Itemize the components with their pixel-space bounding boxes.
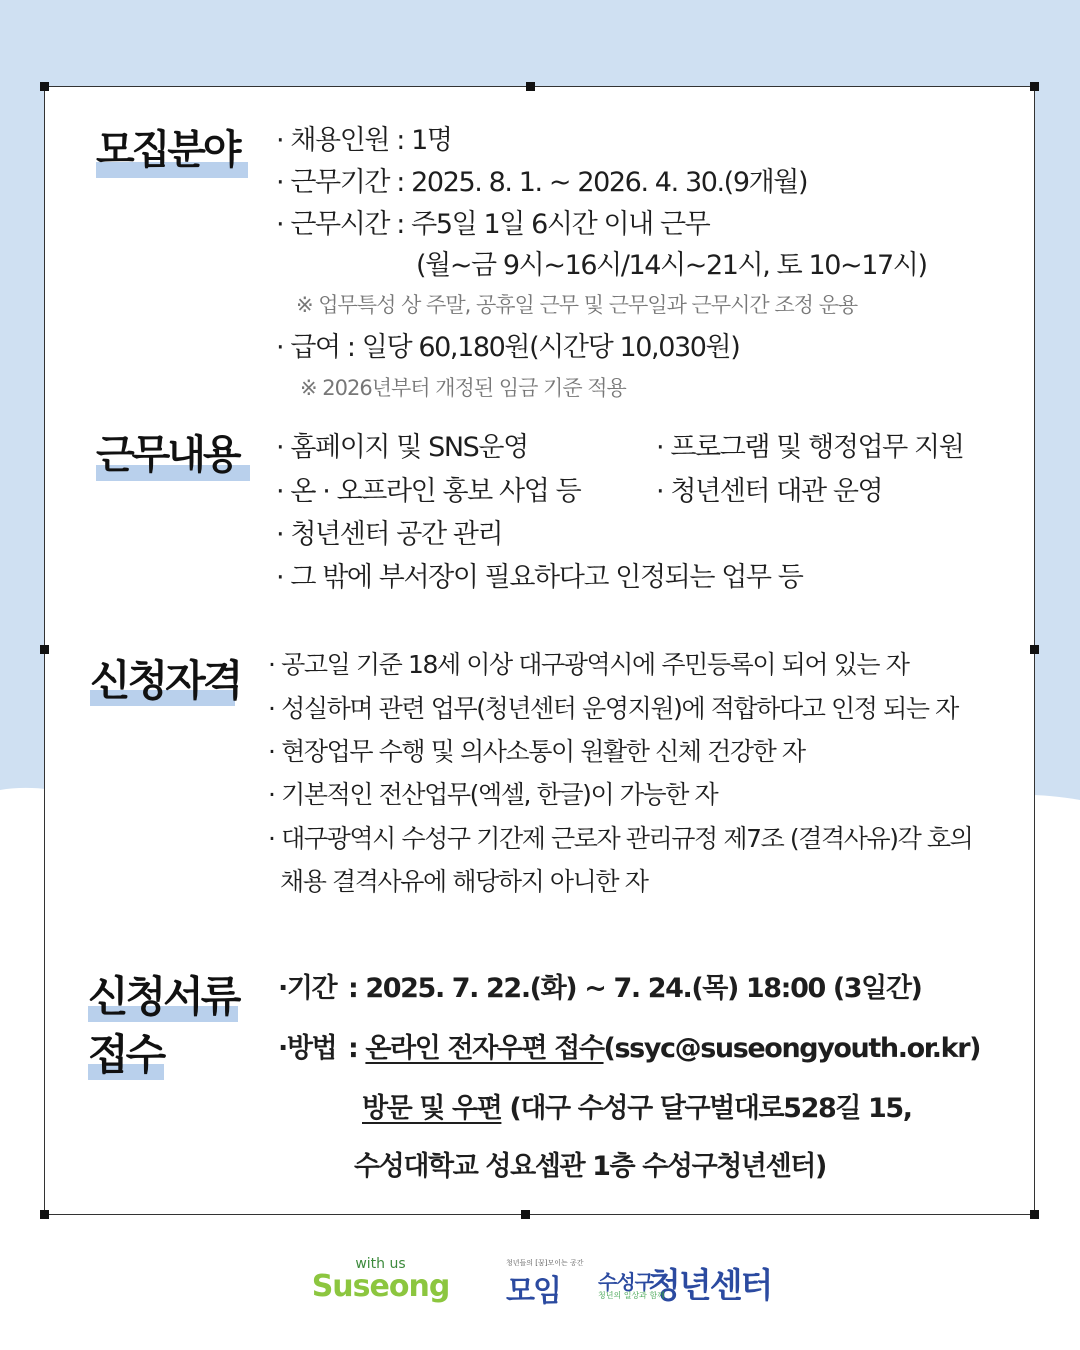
- application-method-visit-row: [362, 1086, 912, 1125]
- duty-item: · 홈페이지 및 SNS운영: [276, 432, 528, 463]
- email-address[interactable]: (ssyc@suseongyouth.or.kr): [603, 1033, 981, 1064]
- frame-handle-mr[interactable]: [1030, 645, 1039, 654]
- qualification-item: · 대구광역시 수성구 기간제 근로자 관리규정 제7조 (결격사유)각 호의: [268, 824, 973, 853]
- application-method-colon: :: [348, 1033, 366, 1064]
- frame-handle-ml[interactable]: [40, 645, 49, 654]
- frame-handle-bm[interactable]: [521, 1210, 530, 1219]
- application-method-online-row: [348, 1026, 980, 1065]
- frame-handle-br[interactable]: [1030, 1210, 1039, 1219]
- frame-handle-bl[interactable]: [40, 1210, 49, 1219]
- online-email-link[interactable]: 온라인 전자우편 접수: [365, 1033, 604, 1064]
- duty-item: · 청년센터 대관 운영: [656, 476, 883, 507]
- recruit-pay-note: ※ 2026년부터 개정된 임금 기준 적용: [300, 376, 626, 400]
- duty-item: · 그 밖에 부서장이 필요하다고 인정되는 업무 등: [276, 562, 803, 593]
- duty-item: · 온 · 오프라인 홍보 사업 등: [276, 476, 581, 507]
- qualification-item-cont: 채용 결격사유에 해당하지 아니한 자: [280, 867, 648, 896]
- frame-handle-tm[interactable]: [526, 82, 535, 91]
- recruit-pay: · 급여 : 일당 60,180원(시간당 10,030원): [276, 332, 740, 363]
- frame-handle-tr[interactable]: [1030, 82, 1039, 91]
- youth-center-logo: [506, 1258, 776, 1308]
- youth-center-name: 청년센터: [648, 1266, 772, 1306]
- youth-center-district: 수성구: [598, 1270, 653, 1294]
- qualification-item: · 기본적인 전산업무(엑셀, 한글)이 가능한 자: [268, 780, 718, 809]
- recruit-headcount: · 채용인원 : 1명: [276, 125, 452, 156]
- recruit-section-title: 모집분야: [96, 118, 239, 175]
- visit-address-1: (대구 수성구 달구벌대로528길 15,: [501, 1093, 912, 1124]
- recruit-hours: · 근무시간 : 주5일 1일 6시간 이내 근무: [276, 209, 710, 240]
- visit-mail-label: 방문 및 우편: [362, 1093, 502, 1124]
- application-section-title-2: 접수: [88, 1030, 164, 1079]
- youth-center-tagline: 청년들의 [꿈]모이는 공간: [506, 1259, 584, 1267]
- qualification-item: · 공고일 기준 18세 이상 대구광역시에 주민등록이 되어 있는 자: [268, 650, 909, 679]
- duty-item: · 청년센터 공간 관리: [276, 519, 503, 550]
- qualification-item: · 성실하며 관련 업무(청년센터 운영지원)에 적합하다고 인정 되는 자: [268, 694, 958, 723]
- recruit-period: · 근무기간 : 2025. 8. 1. ~ 2026. 4. 30.(9개월): [276, 167, 808, 198]
- suseong-logo: [308, 1256, 453, 1312]
- suseong-logo-text: Suseong: [311, 1269, 450, 1304]
- duties-section-title: 근무내용: [96, 423, 239, 480]
- visit-address-2: 수성대학교 성요셉관 1층 수성구청년센터): [354, 1151, 826, 1182]
- application-period-value: : 2025. 7. 22.(화) ~ 7. 24.(목) 18:00 (3일간): [348, 973, 922, 1004]
- application-period-label: ·기간: [278, 973, 337, 1004]
- recruit-hours-detail: (월~금 9시~16시/14시~21시, 토 10~17시): [416, 250, 927, 281]
- youth-center-slogan: 청년의 일상과 함께: [598, 1291, 665, 1300]
- suseong-logo-small: with us: [355, 1256, 406, 1272]
- recruit-hours-note: ※ 업무특성 상 주말, 공휴일 근무 및 근무일과 근무시간 조정 운용: [296, 293, 858, 317]
- duty-item: · 프로그램 및 행정업무 지원: [656, 432, 964, 463]
- qualification-section-title: 신청자격: [90, 656, 241, 705]
- qualification-item: · 현장업무 수행 및 의사소통이 원활한 신체 건강한 자: [268, 737, 805, 766]
- application-section-title: 신청서류: [88, 972, 239, 1021]
- frame-handle-tl[interactable]: [40, 82, 49, 91]
- youth-center-mark: 모임: [506, 1274, 560, 1309]
- application-method-label: ·방법: [278, 1033, 337, 1064]
